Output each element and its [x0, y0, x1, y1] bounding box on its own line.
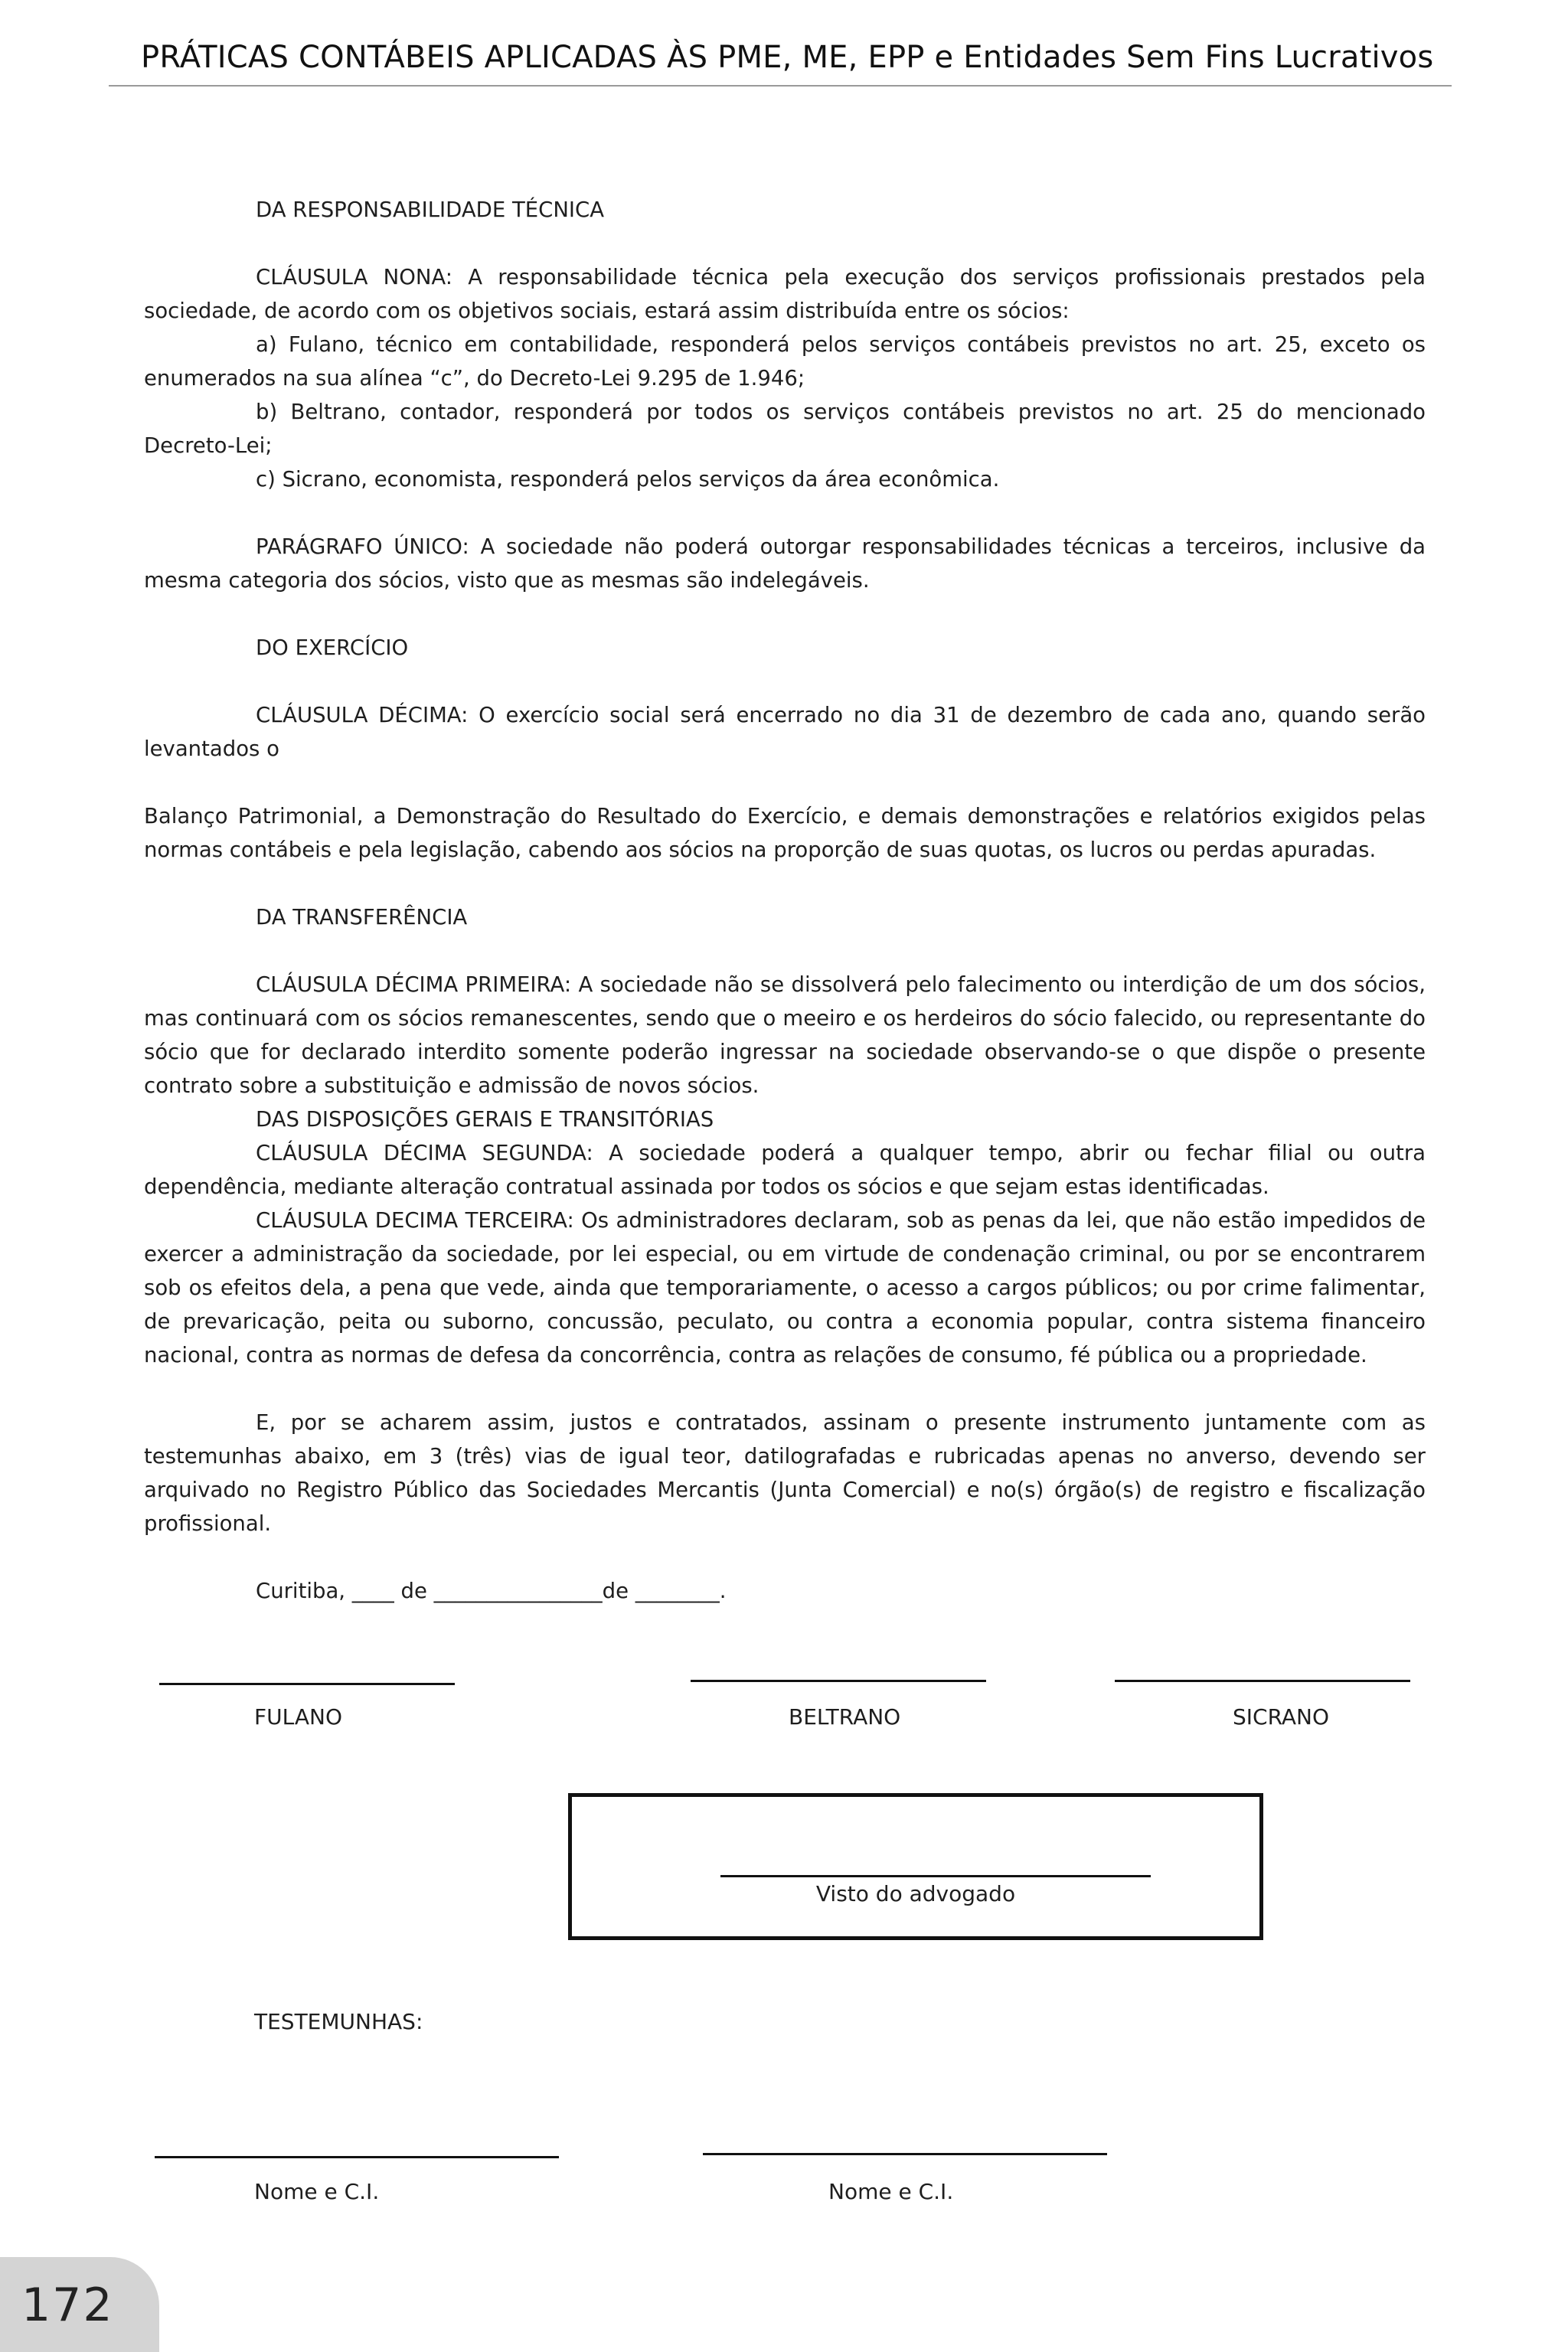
witness-label-1: Nome e C.I. — [254, 2179, 380, 2204]
signature-line-beltrano — [691, 1680, 986, 1682]
signature-label-fulano: FULANO — [254, 1704, 342, 1730]
section-heading-transferencia: DA TRANSFERÊNCIA — [256, 905, 468, 929]
clausula-nona: CLÁUSULA NONA: A responsabilidade técnica pela execução dos serviços profissionais prestados pela sociedade, de acordo com os objetivos sociais, estará assim distribuída entre os sócios: — [144, 265, 1426, 323]
clausula-decima: CLÁUSULA DÉCIMA: O exercício social será encerrado no dia 31 de dezembro de cada ano, quando serão levantados o — [144, 703, 1426, 761]
signature-line-sicrano — [1115, 1680, 1410, 1682]
witness-signature-line-1 — [155, 2156, 559, 2158]
closing-paragraph: E, por se acharem assim, justos e contratados, assinam o presente instrumento juntamente com as testemunhas abaixo, em 3 (três) vias de igual teor, datilografadas e rubricadas apenas no anverso, devendo ser arquivado no Registro Público das Sociedades Mercantis (Junta Comercial) e no(s) órgão(s) de registro e fiscalização profissional. — [144, 1410, 1426, 1536]
witness-signature-line-2 — [703, 2153, 1107, 2155]
clausula-decima-segunda: CLÁUSULA DÉCIMA SEGUNDA: A sociedade poderá a qualquer tempo, abrir ou fechar filial ou outra dependência, mediante alteração contratual assinada por todos os sócios e que sejam estas identificadas. — [144, 1141, 1426, 1199]
lawyer-approval-box — [568, 1793, 1263, 1940]
witness-label-2: Nome e C.I. — [828, 2179, 954, 2204]
balanco-paragraph: Balanço Patrimonial, a Demonstração do Resultado do Exercício, e demais demonstrações e relatórios exigidos pelas normas contábeis e pela legislação, cabendo aos sócios na proporção de suas quotas, os lucros ou perdas apuradas. — [144, 804, 1426, 862]
running-header-title: PRÁTICAS CONTÁBEIS APLICADAS ÀS PME, ME, EPP e Entidades Sem Fins Lucrativos — [141, 40, 1434, 75]
signature-label-sicrano: SICRANO — [1233, 1704, 1330, 1730]
witnesses-heading: TESTEMUNHAS: — [254, 2009, 423, 2034]
signature-label-beltrano: BELTRANO — [789, 1704, 901, 1730]
lawyer-signature-label: Visto do advogado — [815, 1881, 1016, 1906]
section-heading-responsabilidade: DA RESPONSABILIDADE TÉCNICA — [256, 198, 605, 222]
clausula-decima-terceira: CLÁUSULA DECIMA TERCEIRA: Os administradores declaram, sob as penas da lei, que não estão impedidos de exercer a administração da sociedade, por lei especial, ou em virtude de condenação criminal, ou por se encontrarem sob os efeitos dela, a pena que vede, ainda que temporariamente, o acesso a cargos públicos; ou por crime falimentar, de prevaricação, peita ou suborno, concussão, peculato, ou contra a economia popular, contra sistema financeiro nacional, contra as normas de defesa da concorrência, contra as relações de consumo, fé pública ou a propriedade. — [144, 1208, 1426, 1367]
clausula-nona-item-b: b) Beltrano, contador, responderá por todos os serviços contábeis previstos no art. 25 do mencionado Decreto-Lei; — [144, 400, 1426, 458]
clausula-decima-primeira: CLÁUSULA DÉCIMA PRIMEIRA: A sociedade não se dissolverá pelo falecimento ou interdição de um dos sócios, mas continuará com os sócios remanescentes, sendo que o meeiro e os herdeiros do sócio falecido, ou representante do sócio que for declarado interdito somente poderão ingressar na sociedade observando-se o que dispõe o presente contrato sobre a substituição e admissão de novos sócios. — [144, 972, 1426, 1098]
clausula-nona-item-a: a) Fulano, técnico em contabilidade, responderá pelos serviços contábeis previstos no art. 25, exceto os enumerados na sua alínea “c”, do Decreto-Lei 9.295 de 1.946; — [144, 332, 1426, 390]
header-rule — [109, 85, 1452, 87]
clausula-nona-item-c: c) Sicrano, economista, responderá pelos serviços da área econômica. — [256, 467, 1000, 492]
section-heading-exercicio: DO EXERCÍCIO — [256, 635, 409, 660]
paragrafo-unico: PARÁGRAFO ÚNICO: A sociedade não poderá outorgar responsabilidades técnicas a terceiros, inclusive da mesma categoria dos sócios, visto que as mesmas são indelegáveis. — [144, 534, 1426, 593]
signature-line-fulano — [159, 1683, 455, 1685]
contract-body — [144, 193, 1426, 1608]
place-date-line: Curitiba, ____ de ________________de ________. — [256, 1579, 727, 1603]
page-number-tab — [0, 2257, 159, 2352]
section-heading-disposicoes: DAS DISPOSIÇÕES GERAIS E TRANSITÓRIAS — [256, 1107, 714, 1132]
lawyer-signature-line — [720, 1875, 1151, 1877]
page-number: 172 — [21, 2278, 114, 2332]
